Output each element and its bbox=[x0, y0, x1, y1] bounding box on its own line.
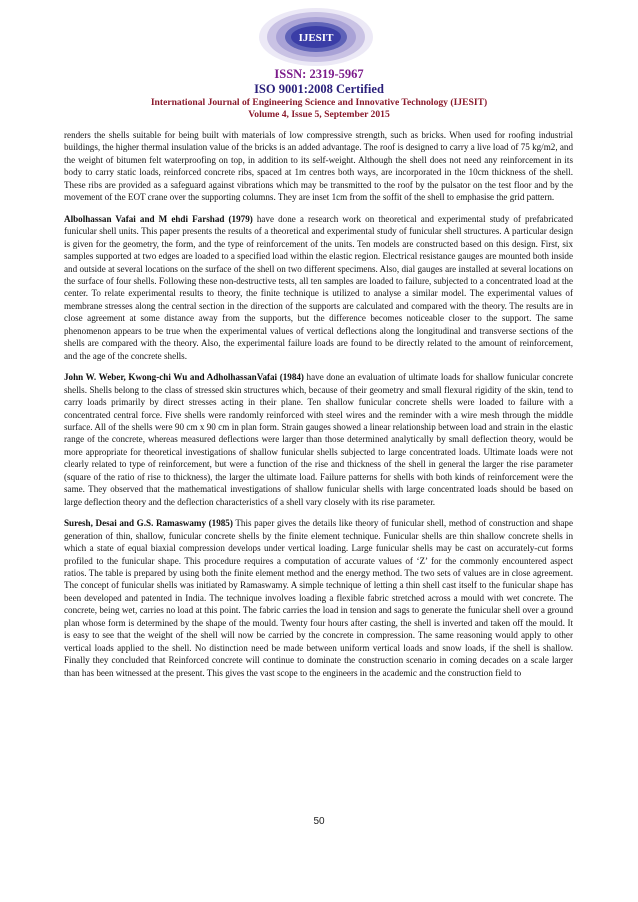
journal-header bbox=[0, 67, 638, 121]
paragraph-authors: Albolhassan Vafai and M ehdi Farshad (1979) bbox=[64, 213, 253, 224]
paragraph-text: have done a research work on theoretical and experimental study of prefabricated funicular shell units. This paper presents the results of a theoretical and experimental study of funicular shell structures. A particular design is given for the geometry, the form, and the type of reinforcement of the units. Ten models are constructed based on this design. First, six samples supported at two edges are loaded to a specified load within the elastic region. Electrical resistance gauges are mounted both inside and outside at several locations on the surface of the shell on two different specimens. Also, dial gauges are installed at several locations on the surface of four shells. Following these non-destructive tests, all ten samples are loaded to failure, subjected to a concentrated load at the center. To relate experimental results to theory, the finite technique is utilized to analyse a similar model. The experimental values of membrane stresses along the central section in the direction of the supports are calculated and compared with the theory. The results are in close agreement at some distance away from the supports, but the difference becomes noticeable closer to the support. The same phenomenon appears to be true when the experimental values of vertical deflections along the longitudinal and transverse sections of the shells are compared with the theory. Also, the experimental failure loads are found to be directly related to the amount of reinforcement, and the age of the concrete shells. bbox=[64, 213, 573, 361]
iso-certification: ISO 9001:2008 Certified bbox=[254, 82, 384, 96]
paragraph bbox=[64, 213, 573, 362]
journal-title: International Journal of Engineering Science and Innovative Technology (IJESIT) bbox=[150, 97, 488, 108]
paragraph-authors: Suresh, Desai and G.S. Ramaswamy (1985) bbox=[64, 518, 233, 529]
paragraph-text: have done an evaluation of ultimate loads for shallow funicular concrete shells. Shells belong to the class of stressed skin structures which, because of their geometry and small flexural rigidity of the skin, tend to carry loads primarily by direct stresses acting in their plane. Ten shallow funicular concrete shells were loaded to failure with a concentrated central force. Five shells were randomly reinforced with steel wires and the reminder with a wire mesh through the middle surface. All of the shells were 90 cm x 90 cm in plan form. Strain gauges showed a linear relationship between load and strain in the elastic range of the concrete, whereas measured deflections were larger than those determined analytically by small deflection theory, would be more appropriate for theoretical investigations of shallow funicular shells subjected to large concentrated loads. Ultimate loads were not clearly related to type of reinforcement, but were a function of the rise and thickness of the shell in general the larger the rise parameter (square of the ratio of rise to thickness), the larger the ultimate load. Failure patterns for shells with both kinds of reinforcement were the same. They observed that the mathematical investigations of shallow funicular shells with large concentrated loads should be based on large deflection theory and the deflection characteristics of a shell vary closely with its rise parameter. bbox=[64, 372, 573, 507]
paragraph bbox=[64, 371, 573, 508]
paragraph bbox=[64, 517, 573, 679]
issn-line: ISSN: 2319-5967 bbox=[274, 67, 364, 81]
page-number: 50 bbox=[313, 816, 325, 827]
paragraph-authors: John W. Weber, Kwong-chi Wu and AdholhassanVafai (1984) bbox=[64, 372, 304, 383]
paragraph bbox=[64, 129, 573, 204]
logo-text: IJESIT bbox=[298, 32, 334, 44]
volume-issue: Volume 4, Issue 5, September 2015 bbox=[248, 109, 390, 120]
journal-logo bbox=[257, 6, 375, 68]
article-body bbox=[64, 129, 573, 688]
paragraph-text: This paper gives the details like theory of funicular shell, method of construction and shape generation of thin, shallow, funicular concrete shells by the finite element technique. Funicular shells are thin shallow concrete shells in which a state of equal biaxial compression develops under vertical loading. Large funicular shells may be cast on accurately-cut forms profiled to the funicular shape. This procedure requires a computation of accurate values of ‘Z’ for the commonly encountered aspect ratios. The table is prepared by using both the finite element method and the energy method. The two sets of values are in close agreement. The concept of funicular shells was initiated by Ramaswamy. A simple technique of letting a thin shell cast itself to the funicular shape has been developed and patented in India. The technique involves loading a flexible fabric stretched across a mould with wet concrete. The concrete, being wet, carries no load at this point. The fabric carries the load in tension and sags to generate the funicular shell over a ground plan whose form is determined by the shape of the mould. Twenty four hours after casting, the shell is inverted and taken off the mould. It is easy to see that the weight of the shell will now be carried by the concrete in compression. The same reasoning would apply to other vertical loads applied to the shell. No distinction need be made between uniform vertical loads and snow loads, if the shell is shallow. Finally they concluded that Reinforced concrete will continue to dominate the construction scenario in coming decades on a scale larger than has been witnessed at the present. This gives the vast scope to the engineers in the academic and the construction field to bbox=[64, 518, 574, 678]
paragraph-text: renders the shells suitable for being built with materials of low compressive strength, such as bricks. When used for roofing industrial buildings, the higher thermal insulation value of the bricks is an added advantage. The roof is designed to carry a live load of 75 kg/m2, and the weight of bitumen felt waterproofing on top, in addition to its self-weight. Although the shell does not need any reinforcement in its body to carry static loads, reinforced concrete ribs, spaced at 1m centres both ways, are incorporated in the 10cm thickness of the shell. These ribs are provided as a safeguard against vibrations which may be transmitted to the roof by the pulsator on the test floor and by the movement of the EOT crane over the supporting columns. They are inset 1cm from the soffit of the shell to emphasise the grid pattern. bbox=[64, 130, 573, 203]
